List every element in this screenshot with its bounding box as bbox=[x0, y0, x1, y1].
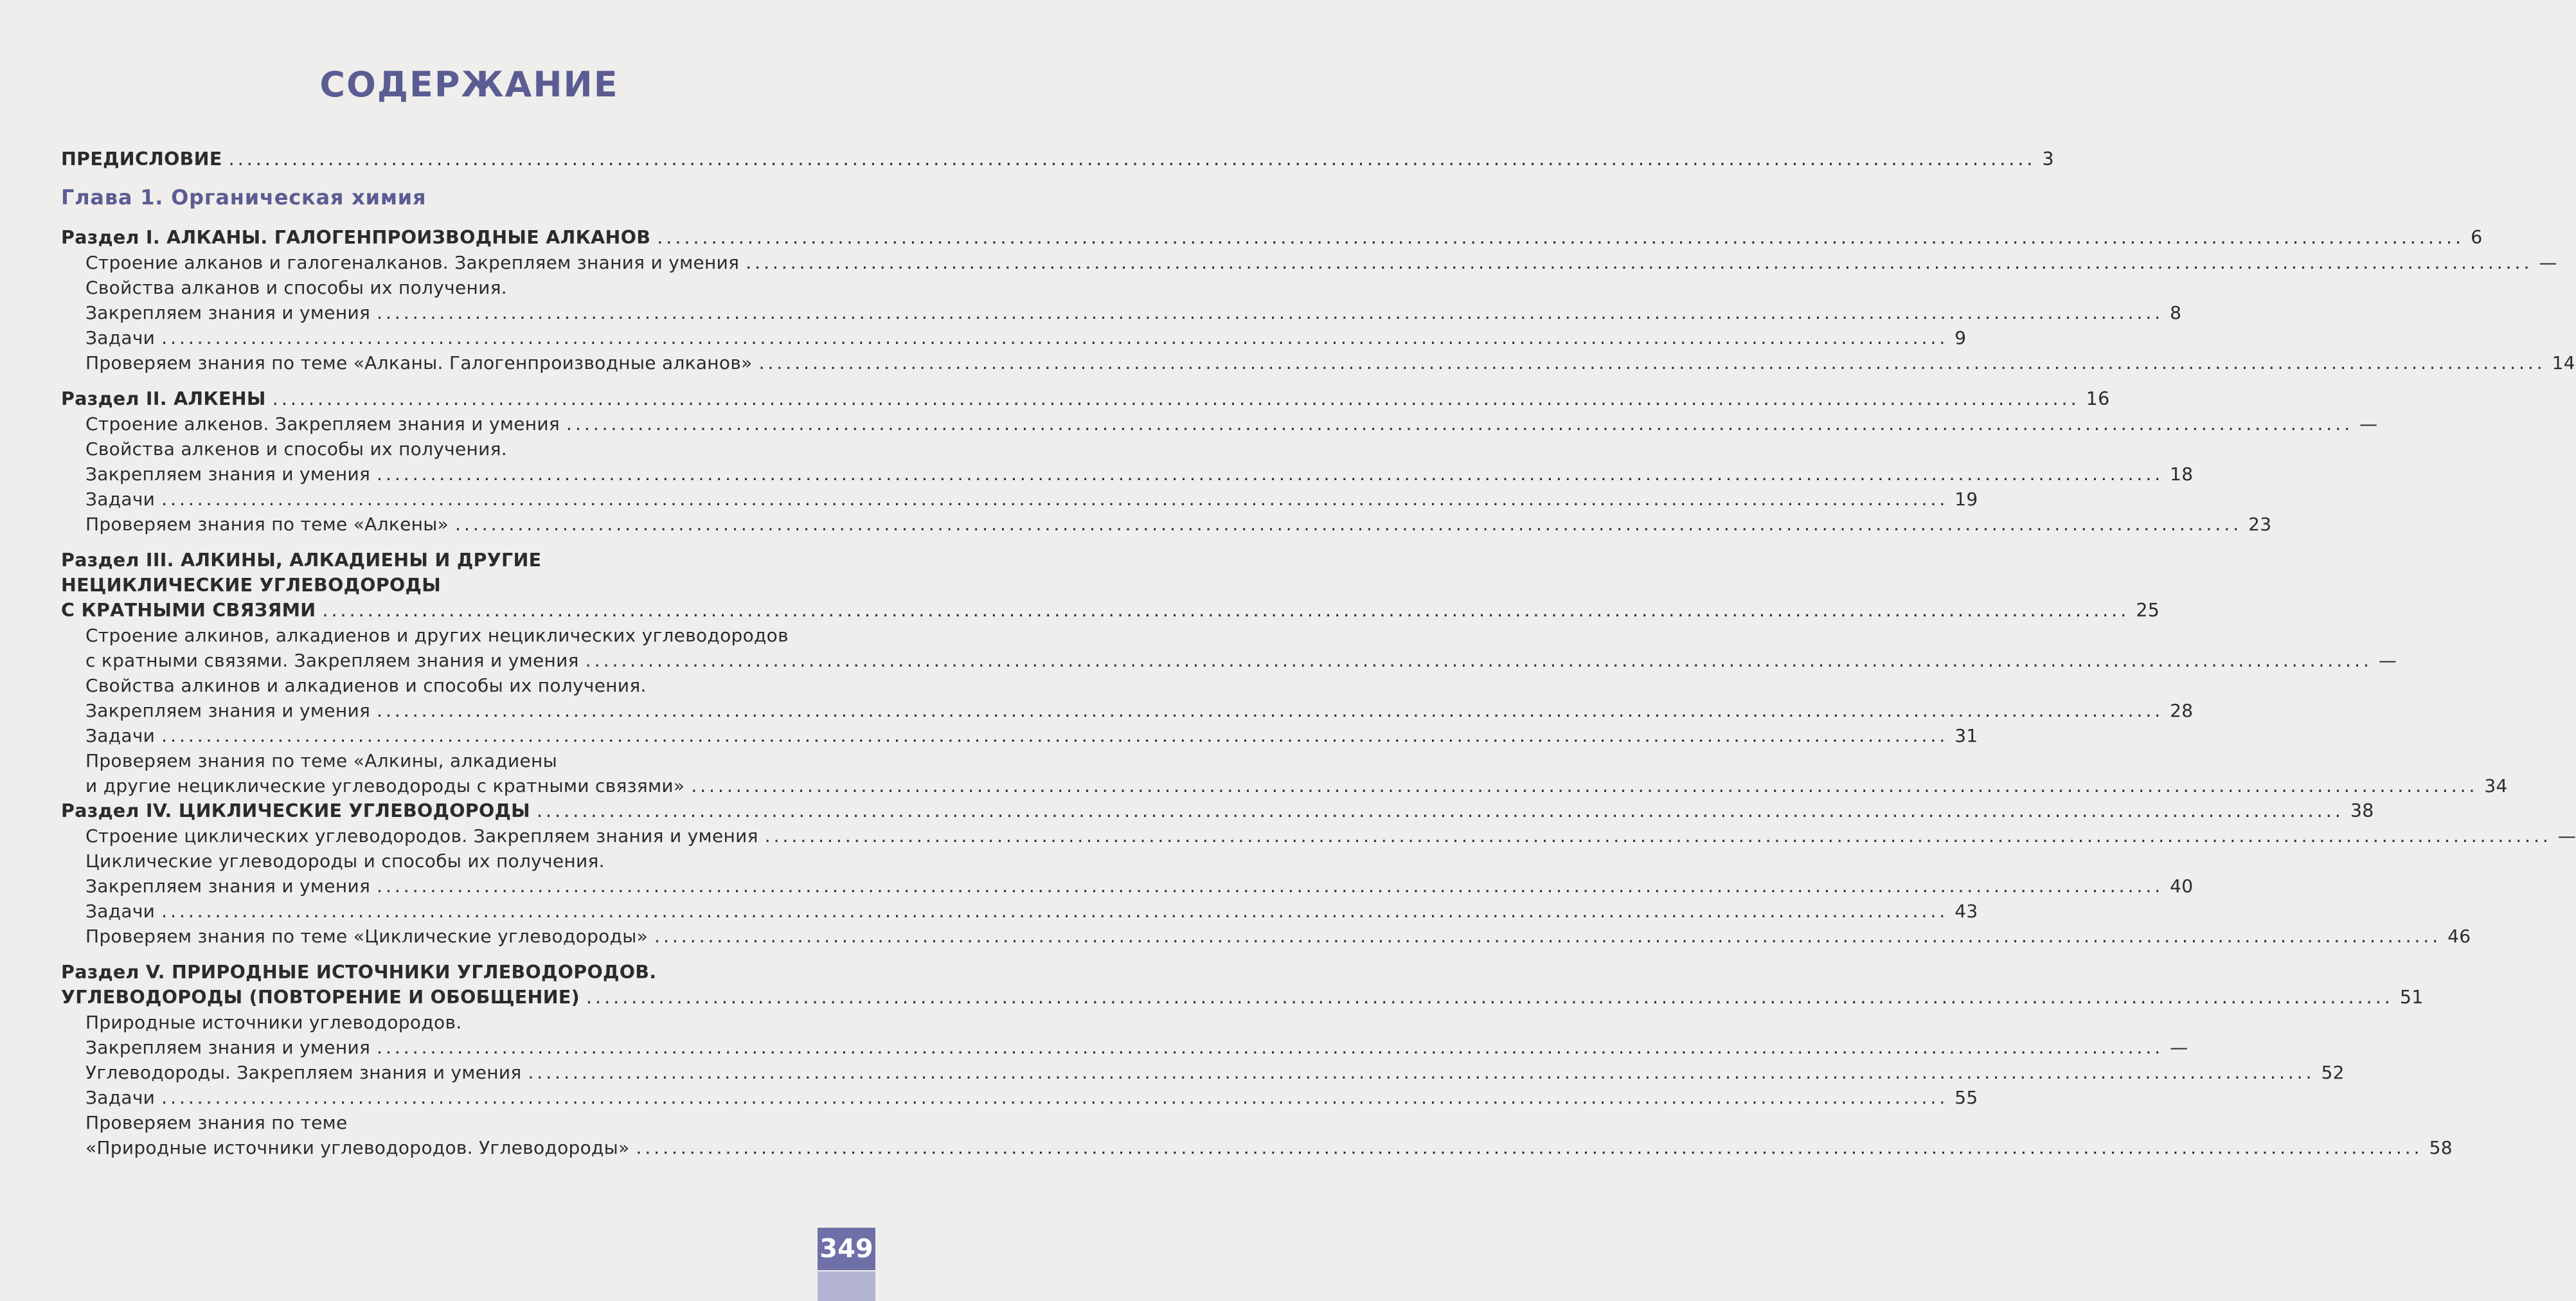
toc-entry-text: ПРЕДИСЛОВИЕ bbox=[61, 148, 222, 170]
toc-entry-row bbox=[61, 899, 1978, 924]
toc-entry-row bbox=[61, 1085, 1978, 1110]
toc-entry-row bbox=[61, 823, 2576, 848]
toc-entry-text: Строение циклических углеводородов. Закрепляем знания и умения bbox=[85, 825, 758, 847]
toc-section-row bbox=[61, 147, 2054, 172]
toc-entry-row bbox=[61, 250, 2557, 275]
toc-entry-row bbox=[61, 1060, 2345, 1085]
toc-entry-text: Проверяем знания по теме «Циклические углеводороды» bbox=[85, 926, 648, 947]
toc-entry-text: Углеводороды. Закрепляем знания и умения bbox=[85, 1062, 522, 1083]
dot-leader: ........................................................................................................................................................................................................ bbox=[528, 1062, 2315, 1083]
toc-page-number: 23 bbox=[2248, 514, 2272, 535]
toc-page-number: 40 bbox=[2170, 875, 2194, 897]
dot-leader: ........................................................................................................................................................................................................ bbox=[654, 926, 2442, 947]
toc-page-number: 6 bbox=[2471, 227, 2483, 248]
toc-entry-row bbox=[61, 924, 2471, 949]
dot-leader: ........................................................................................................................................................................................................ bbox=[161, 489, 1949, 510]
toc-entry-row bbox=[61, 773, 2508, 798]
toc-entry-row bbox=[61, 723, 1978, 748]
toc-page-number: 52 bbox=[2321, 1062, 2345, 1083]
dot-leader: ........................................................................................................................................................................................................ bbox=[377, 875, 2164, 897]
toc-section-row bbox=[61, 598, 2160, 623]
toc-entry-text: Раздел III. АЛКИНЫ, АЛКАДИЕНЫ И ДРУГИЕ bbox=[61, 550, 542, 571]
toc-entry-row bbox=[61, 698, 2194, 723]
toc-entry-text: С КРАТНЫМИ СВЯЗЯМИ bbox=[61, 600, 316, 621]
toc-entry-text: Проверяем знания по теме «Алкины, алкадиены bbox=[85, 750, 558, 771]
toc-page-number: 38 bbox=[2350, 800, 2374, 821]
toc-page-number: — bbox=[2378, 650, 2397, 671]
dot-leader: ........................................................................................................................................................................................................ bbox=[758, 352, 2546, 373]
toc-entry-row bbox=[61, 275, 874, 300]
toc-entry-text: Раздел V. ПРИРОДНЫЕ ИСТОЧНИКИ УГЛЕВОДОРОДОВ. bbox=[61, 962, 657, 983]
dot-leader: ........................................................................................................................................................................................................ bbox=[377, 700, 2164, 721]
dot-leader: ........................................................................................................................................................................................................ bbox=[657, 227, 2465, 248]
dot-leader: ........................................................................................................................................................................................................ bbox=[161, 1087, 1949, 1108]
toc-entry-text: Раздел I. АЛКАНЫ. ГАЛОГЕНПРОИЗВОДНЫЕ АЛКАНОВ bbox=[61, 227, 651, 248]
toc-entry-text: Строение алкинов, алкадиенов и других нециклических углеводородов bbox=[85, 625, 789, 646]
page-number-strip bbox=[818, 1271, 875, 1301]
toc-entry-text: УГЛЕВОДОРОДЫ (ПОВТОРЕНИЕ И ОБОБЩЕНИЕ) bbox=[61, 987, 580, 1008]
toc-page-number: 19 bbox=[1954, 489, 1978, 510]
toc-entry-row bbox=[61, 1010, 874, 1035]
dot-leader: ........................................................................................................................................................................................................ bbox=[161, 725, 1949, 746]
dot-leader: ........................................................................................................................................................................................................ bbox=[377, 302, 2164, 323]
toc-entry-text: Раздел II. АЛКЕНЫ bbox=[61, 388, 266, 409]
dot-leader: ........................................................................................................................................................................................................ bbox=[322, 600, 2130, 621]
dot-leader: ........................................................................................................................................................................................................ bbox=[691, 775, 2478, 796]
toc-entry-text: Проверяем знания по теме «Алкены» bbox=[85, 514, 449, 535]
toc-entry-text: и другие нециклические углеводороды с кратными связями» bbox=[85, 775, 685, 796]
toc-entry-row bbox=[61, 487, 1978, 512]
toc-entry-text: Строение алкенов. Закрепляем знания и умения bbox=[85, 413, 560, 435]
dot-leader: ........................................................................................................................................................................................................ bbox=[585, 650, 2372, 671]
toc-page-number: 9 bbox=[1954, 327, 1967, 348]
toc-page-number: 16 bbox=[2086, 388, 2110, 409]
dot-leader: ........................................................................................................................................................................................................ bbox=[537, 800, 2344, 821]
toc-section-row bbox=[61, 225, 2483, 250]
chapter-heading: Глава 1. Органическая химия bbox=[61, 185, 427, 210]
toc-section-row bbox=[61, 798, 2374, 823]
toc-page-number: 25 bbox=[2136, 600, 2160, 621]
toc-entry-row bbox=[61, 300, 2182, 325]
toc-entry-text: Строение алканов и галогеналканов. Закрепляем знания и умения bbox=[85, 252, 740, 273]
toc-entry-row bbox=[61, 648, 2397, 673]
toc-section-row bbox=[61, 573, 874, 598]
toc-entry-text: Задачи bbox=[85, 725, 156, 746]
toc-page-number: — bbox=[2557, 825, 2576, 847]
toc-entry-text: Закрепляем знания и умения bbox=[85, 302, 371, 323]
toc-entry-text: с кратными связями. Закрепляем знания и умения bbox=[85, 650, 579, 671]
dot-leader: ........................................................................................................................................................................................................ bbox=[161, 327, 1949, 348]
toc-entry-text: Свойства алкинов и алкадиенов и способы их получения. bbox=[85, 675, 647, 696]
toc-entry-row bbox=[61, 1035, 2188, 1060]
dot-leader: ........................................................................................................................................................................................................ bbox=[377, 1037, 2164, 1058]
toc-entry-row bbox=[61, 350, 2575, 375]
toc-entry-row bbox=[61, 874, 2194, 899]
toc-entry-text: «Природные источники углеводородов. Углеводороды» bbox=[85, 1137, 630, 1158]
toc-page-number: 51 bbox=[2399, 987, 2424, 1008]
toc-page-number: 14 bbox=[2552, 352, 2575, 373]
toc-page-number: 8 bbox=[2170, 302, 2182, 323]
toc-section-row bbox=[61, 985, 2424, 1010]
toc-entry-row bbox=[61, 512, 2272, 537]
toc-page-number: — bbox=[2359, 413, 2378, 435]
toc-page-number: — bbox=[2539, 252, 2557, 273]
toc-entry-text: Проверяем знания по теме «Алканы. Галогенпроизводные алканов» bbox=[85, 352, 753, 373]
toc-page-number: 18 bbox=[2170, 463, 2194, 485]
toc-entry-row bbox=[61, 1135, 2453, 1160]
dot-leader: ........................................................................................................................................................................................................ bbox=[636, 1137, 2423, 1158]
toc-page-number: 31 bbox=[1954, 725, 1978, 746]
table-of-contents bbox=[61, 147, 2576, 1160]
toc-entry-text: Свойства алканов и способы их получения. bbox=[85, 277, 507, 298]
toc-entry-text: Закрепляем знания и умения bbox=[85, 875, 371, 897]
toc-page-number: 34 bbox=[2484, 775, 2508, 796]
toc-entry-text: Задачи bbox=[85, 1087, 156, 1108]
toc-entry-row bbox=[61, 748, 874, 773]
toc-entry-text: НЕЦИКЛИЧЕСКИЕ УГЛЕВОДОРОДЫ bbox=[61, 575, 442, 596]
dot-leader: ........................................................................................................................................................................................................ bbox=[228, 148, 2036, 170]
dot-leader: ........................................................................................................................................................................................................ bbox=[272, 388, 2080, 409]
toc-section-row bbox=[61, 386, 2110, 411]
toc-entry-row bbox=[61, 848, 874, 874]
toc-page-number: 58 bbox=[2429, 1137, 2453, 1158]
toc-entry-row bbox=[61, 623, 874, 648]
dot-leader: ........................................................................................................................................................................................................ bbox=[746, 252, 2533, 273]
toc-entry-text: Природные источники углеводородов. bbox=[85, 1012, 462, 1033]
toc-entry-text: Закрепляем знания и умения bbox=[85, 700, 371, 721]
dot-leader: ........................................................................................................................................................................................................ bbox=[455, 514, 2242, 535]
toc-entry-row bbox=[61, 462, 2194, 487]
toc-section-row bbox=[61, 960, 874, 985]
toc-entry-text: Циклические углеводороды и способы их получения. bbox=[85, 850, 605, 872]
toc-page-number: 43 bbox=[1954, 901, 1978, 922]
toc-entry-text: Задачи bbox=[85, 489, 156, 510]
toc-entry-text: Раздел IV. ЦИКЛИЧЕСКИЕ УГЛЕВОДОРОДЫ bbox=[61, 800, 530, 821]
dot-leader: ........................................................................................................................................................................................................ bbox=[377, 463, 2164, 485]
toc-page-number: 28 bbox=[2170, 700, 2194, 721]
page-number: 349 bbox=[818, 1228, 875, 1270]
toc-entry-text: Проверяем знания по теме bbox=[85, 1112, 348, 1133]
toc-entry-row bbox=[61, 411, 2378, 436]
toc-entry-text: Закрепляем знания и умения bbox=[85, 1037, 371, 1058]
toc-entry-row bbox=[61, 673, 874, 698]
toc-page-number: 55 bbox=[1954, 1087, 1978, 1108]
page-title: СОДЕРЖАНИЕ bbox=[319, 64, 619, 105]
toc-page-number: — bbox=[2170, 1037, 2188, 1058]
toc-entry-row bbox=[61, 1110, 874, 1135]
dot-leader: ........................................................................................................................................................................................................ bbox=[586, 987, 2393, 1008]
toc-entry-row bbox=[61, 325, 1967, 350]
toc-entry-row bbox=[61, 436, 874, 462]
toc-entry-text: Свойства алкенов и способы их получения. bbox=[85, 438, 507, 460]
toc-page-number: 3 bbox=[2042, 148, 2054, 170]
dot-leader: ........................................................................................................................................................................................................ bbox=[566, 413, 2354, 435]
toc-entry-text: Задачи bbox=[85, 327, 156, 348]
toc-page-number: 46 bbox=[2447, 926, 2471, 947]
dot-leader: ........................................................................................................................................................................................................ bbox=[764, 825, 2552, 847]
toc-section-row bbox=[61, 548, 874, 573]
toc-entry-text: Задачи bbox=[85, 901, 156, 922]
toc-entry-text: Закрепляем знания и умения bbox=[85, 463, 371, 485]
dot-leader: ........................................................................................................................................................................................................ bbox=[161, 901, 1949, 922]
